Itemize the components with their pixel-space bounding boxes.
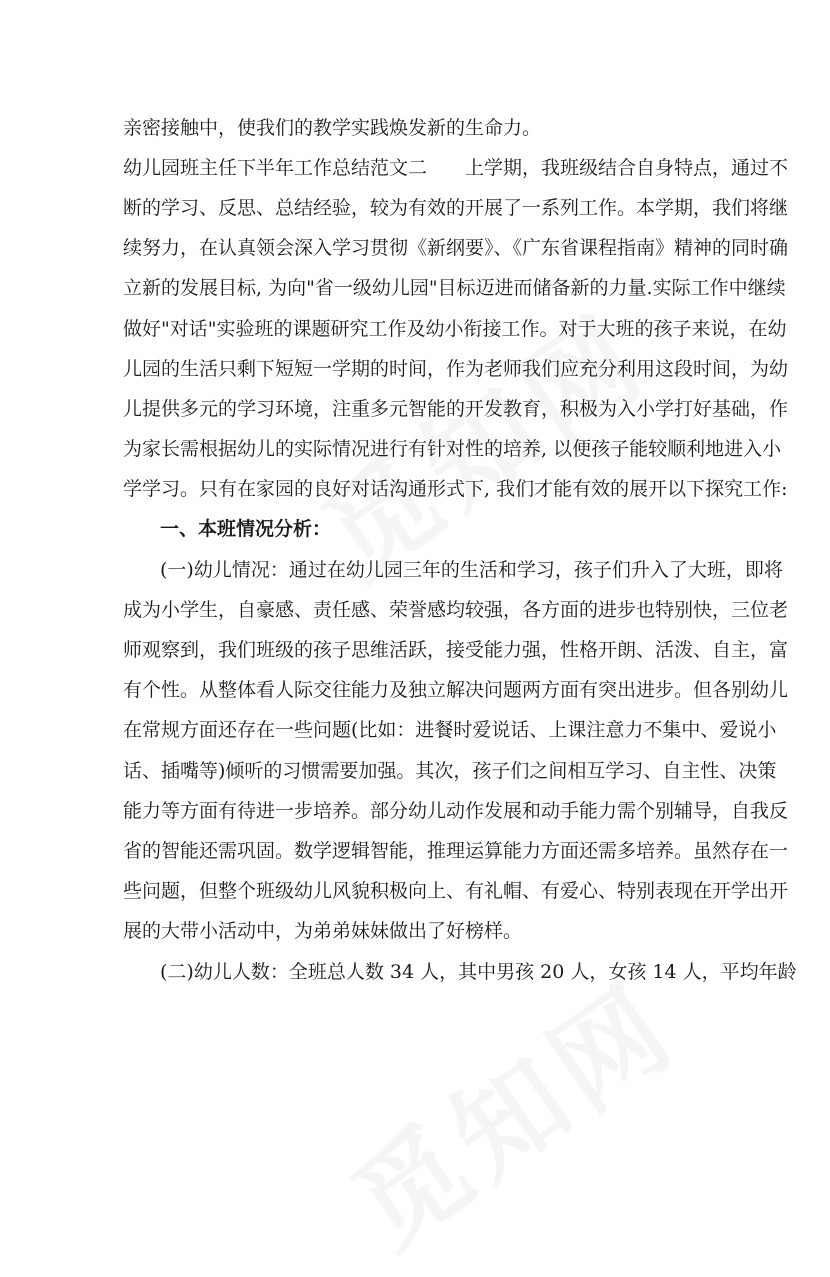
text-line: 在常规方面还存在一些问题(比如：进餐时爱说话、上课注意力不集中、爱说小 <box>123 719 777 741</box>
text-line: 有个性。从整体看人际交往能力及独立解决问题两方面有突出进步。但各别幼儿 <box>123 679 789 701</box>
text-line: 续努力，在认真领会深入学习贯彻《新纲要》、《广东省课程指南》精神的同时确 <box>123 237 789 259</box>
text-line: 省的智能还需巩固。数学逻辑智能，推理运算能力方面还需多培养。虽然存在一 <box>123 840 789 862</box>
text-line: 亲密接触中，使我们的教学实践焕发新的生命力。 <box>123 117 542 139</box>
text-line: 做好"对话"实验班的课题研究工作及幼小衔接工作。对于大班的孩子来说，在幼 <box>123 318 787 340</box>
text-line: 成为小学生，自豪感、责任感、荣誉感均较强，各方面的进步也特别快，三位老 <box>123 599 789 621</box>
text-line: 儿提供多元的学习环境，注重多元智能的开发教育，积极为入小学打好基础，作 <box>123 398 789 420</box>
text-line: 立新的发展目标, 为向"省一级幼儿园"目标迈进而储备新的力量.实际工作中继续 <box>123 277 786 299</box>
text-line: 学学习。只有在家园的良好对话沟通形式下, 我们才能有效的展开以下探究工作: <box>123 478 788 500</box>
text-line: 师观察到，我们班级的孩子思维活跃，接受能力强，性格开朗、活泼、自主，富 <box>123 639 789 661</box>
text-line: 断的学习、反思、总结经验，较为有效的开展了一系列工作。本学期，我们将继 <box>123 197 789 219</box>
text-line: 为家长需根据幼儿的实际情况进行有针对性的培养, 以便孩子能较顺利地进入小 <box>123 438 782 460</box>
text-line: 些问题，但整个班级幼儿风貌积极向上、有礼帽、有爱心、特别表现在开学出开 <box>123 880 789 902</box>
text-line: 话、插嘴等)倾听的习惯需要加强。其次，孩子们之间相互学习、自主性、决策 <box>123 760 777 782</box>
section-heading: 一、本班情况分析： <box>160 518 332 540</box>
text-line: 儿园的生活只剩下短短一学期的时间，作为老师我们应充分利用这段时间，为幼 <box>123 358 789 380</box>
text-line: (二)幼儿人数：全班总人数 34 人，其中男孩 20 人，女孩 14 人，平均年龄 <box>160 961 797 983</box>
text-line: 展的大带小活动中，为弟弟妹妹做出了好榜样。 <box>123 920 523 942</box>
text-line: 能力等方面有待进一步培养。部分幼儿动作发展和动手能力需个别辅导，自我反 <box>123 800 789 822</box>
text-line: 幼儿园班主任下半年工作总结范文二 上学期，我班级结合自身特点，通过不 <box>123 157 789 179</box>
watermark <box>317 941 703 1277</box>
text-line: (一)幼儿情况：通过在幼儿园三年的生活和学习，孩子们升入了大班，即将 <box>160 559 783 581</box>
